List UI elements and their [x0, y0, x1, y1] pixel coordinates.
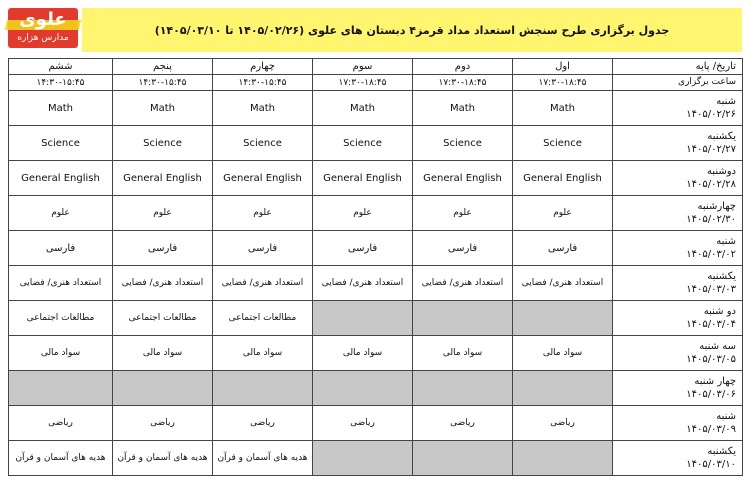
schedule-cell: ریاضی [413, 406, 513, 441]
row-date-cell [613, 91, 743, 126]
row-date-cell [613, 231, 743, 266]
schedule-cell: علوم [9, 196, 113, 231]
logo-main-text: علوی [19, 9, 67, 30]
table-row [9, 336, 743, 371]
schedule-cell: سواد مالی [113, 336, 213, 371]
column-header-6: ششم [9, 59, 113, 75]
schedule-cell-empty [513, 441, 613, 476]
schedule-cell: فارسی [513, 231, 613, 266]
schedule-cell: ریاضی [9, 406, 113, 441]
logo-sub-text: مدارس هزاره سوم [17, 33, 69, 55]
schedule-cell: علوم [213, 196, 313, 231]
schedule-cell: ریاضی [313, 406, 413, 441]
schedule-cell: استعداد هنری/ فضایی [513, 266, 613, 301]
table-row [9, 196, 743, 231]
schedule-cell: فارسی [213, 231, 313, 266]
schedule-cell: Math [513, 91, 613, 126]
corner-header: تاریخ/ پایه [613, 59, 743, 75]
row-date-cell [613, 336, 743, 371]
schedule-cell: Math [113, 91, 213, 126]
schedule-cell-empty [413, 301, 513, 336]
schedule-cell: General English [413, 161, 513, 196]
table-row [9, 231, 743, 266]
schedule-cell-empty [9, 371, 113, 406]
row-date-cell [613, 301, 743, 336]
row-date: ۱۴۰۵/۰۲/۳۰ [686, 214, 736, 225]
schedule-cell: استعداد هنری/ فضایی [113, 266, 213, 301]
schedule-cell: استعداد هنری/ فضایی [313, 266, 413, 301]
row-date-cell [613, 126, 743, 161]
row-date-cell [613, 406, 743, 441]
schedule-cell: ریاضی [113, 406, 213, 441]
row-day: یکشنبه [707, 446, 736, 457]
schedule-cell: سواد مالی [213, 336, 313, 371]
time-cell-5: ۱۴:۳۰-۱۵:۴۵ [113, 75, 213, 91]
schedule-cell: مطالعات اجتماعی [113, 301, 213, 336]
schedule-cell: Science [113, 126, 213, 161]
schedule-cell: Math [213, 91, 313, 126]
row-date: ۱۴۰۵/۰۲/۲۸ [686, 179, 736, 190]
time-cell-2: ۱۷:۳۰-۱۸:۴۵ [413, 75, 513, 91]
schedule-cell: فارسی [413, 231, 513, 266]
time-cell-1: ۱۷:۳۰-۱۸:۴۵ [513, 75, 613, 91]
row-date: ۱۴۰۵/۰۳/۰۴ [686, 319, 736, 330]
row-date: ۱۴۰۵/۰۳/۰۶ [686, 389, 736, 400]
schedule-cell: ریاضی [513, 406, 613, 441]
table-row [9, 371, 743, 406]
column-header-5: پنجم [113, 59, 213, 75]
schedule-cell: مطالعات اجتماعی [9, 301, 113, 336]
schedule-cell-empty [313, 441, 413, 476]
schedule-cell: سواد مالی [9, 336, 113, 371]
row-day: چهار شنبه [694, 376, 736, 387]
schedule-cell: هدیه های آسمان و قرآن [213, 441, 313, 476]
schedule-cell: فارسی [9, 231, 113, 266]
row-day: شنبه [716, 411, 736, 422]
row-date-cell [613, 161, 743, 196]
table-row [9, 441, 743, 476]
corner-time: ساعت برگزاری [613, 75, 743, 91]
schedule-cell: Science [9, 126, 113, 161]
schedule-body [9, 91, 743, 476]
schedule-cell: Science [213, 126, 313, 161]
schedule-cell-empty [413, 441, 513, 476]
schedule-cell-empty [313, 301, 413, 336]
time-row [9, 75, 743, 91]
alavi-logo [8, 8, 78, 55]
schedule-cell: استعداد هنری/ فضایی [413, 266, 513, 301]
schedule-cell: Science [513, 126, 613, 161]
table-row [9, 91, 743, 126]
schedule-cell: General English [9, 161, 113, 196]
row-day: یکشنبه [707, 131, 736, 142]
schedule-cell: فارسی [113, 231, 213, 266]
row-day: دو شنبه [703, 306, 736, 317]
schedule-cell: علوم [313, 196, 413, 231]
table-row [9, 301, 743, 336]
schedule-cell: مطالعات اجتماعی [213, 301, 313, 336]
row-date-cell [613, 441, 743, 476]
schedule-cell: علوم [413, 196, 513, 231]
row-date: ۱۴۰۵/۰۳/۰۹ [686, 424, 736, 435]
schedule-cell: هدیه های آسمان و قرآن [9, 441, 113, 476]
table-row [9, 126, 743, 161]
time-cell-6: ۱۴:۳۰-۱۵:۴۵ [9, 75, 113, 91]
row-date: ۱۴۰۵/۰۳/۱۰ [686, 459, 736, 470]
schedule-cell: General English [513, 161, 613, 196]
schedule-cell: هدیه های آسمان و قرآن [113, 441, 213, 476]
row-date: ۱۴۰۵/۰۲/۲۷ [686, 144, 736, 155]
row-day: دوشنبه [706, 166, 736, 177]
column-header-3: سوم [313, 59, 413, 75]
schedule-table [8, 58, 743, 476]
schedule-cell: Math [9, 91, 113, 126]
schedule-cell: استعداد هنری/ فضایی [9, 266, 113, 301]
table-row [9, 406, 743, 441]
row-day: سه شنبه [699, 341, 736, 352]
column-header-4: چهارم [213, 59, 313, 75]
schedule-cell-empty [213, 371, 313, 406]
schedule-cell: Math [313, 91, 413, 126]
table-header-row [9, 59, 743, 75]
column-header-2: دوم [413, 59, 513, 75]
row-date: ۱۴۰۵/۰۳/۰۵ [686, 354, 736, 365]
schedule-cell-empty [113, 371, 213, 406]
schedule-cell: Science [413, 126, 513, 161]
row-date-cell [613, 196, 743, 231]
schedule-cell: General English [313, 161, 413, 196]
time-cell-4: ۱۴:۳۰-۱۵:۴۵ [213, 75, 313, 91]
schedule-table-container [8, 58, 742, 476]
schedule-cell: سواد مالی [313, 336, 413, 371]
column-header-1: اول [513, 59, 613, 75]
schedule-cell-empty [513, 301, 613, 336]
time-cell-3: ۱۷:۳۰-۱۸:۴۵ [313, 75, 413, 91]
table-row [9, 161, 743, 196]
row-date: ۱۴۰۵/۰۳/۰۲ [686, 249, 736, 260]
schedule-cell-empty [413, 371, 513, 406]
schedule-cell: Science [313, 126, 413, 161]
schedule-cell: سواد مالی [513, 336, 613, 371]
schedule-cell: فارسی [313, 231, 413, 266]
row-date-cell [613, 371, 743, 406]
schedule-cell: ریاضی [213, 406, 313, 441]
row-day: یکشنبه [707, 271, 736, 282]
schedule-cell: General English [213, 161, 313, 196]
schedule-cell: علوم [113, 196, 213, 231]
page-title [82, 8, 742, 52]
table-row [9, 266, 743, 301]
schedule-cell: Math [413, 91, 513, 126]
schedule-cell-empty [513, 371, 613, 406]
schedule-cell-empty [313, 371, 413, 406]
row-date: ۱۴۰۵/۰۲/۲۶ [686, 109, 736, 120]
row-date-cell [613, 266, 743, 301]
row-date: ۱۴۰۵/۰۳/۰۳ [686, 284, 736, 295]
schedule-cell: سواد مالی [413, 336, 513, 371]
row-day: شنبه [716, 236, 736, 247]
schedule-cell: General English [113, 161, 213, 196]
page-title-text: جدول برگزاری طرح سنجش استعداد مداد قرمز۴ دبستان های علوی (۱۴۰۵/۰۲/۲۶ تا ۱۴۰۵/۰۳/۱۰) [154, 23, 670, 37]
row-day: شنبه [716, 96, 736, 107]
schedule-cell: علوم [513, 196, 613, 231]
row-day: چهارشنبه [697, 201, 736, 212]
schedule-cell: استعداد هنری/ فضایی [213, 266, 313, 301]
